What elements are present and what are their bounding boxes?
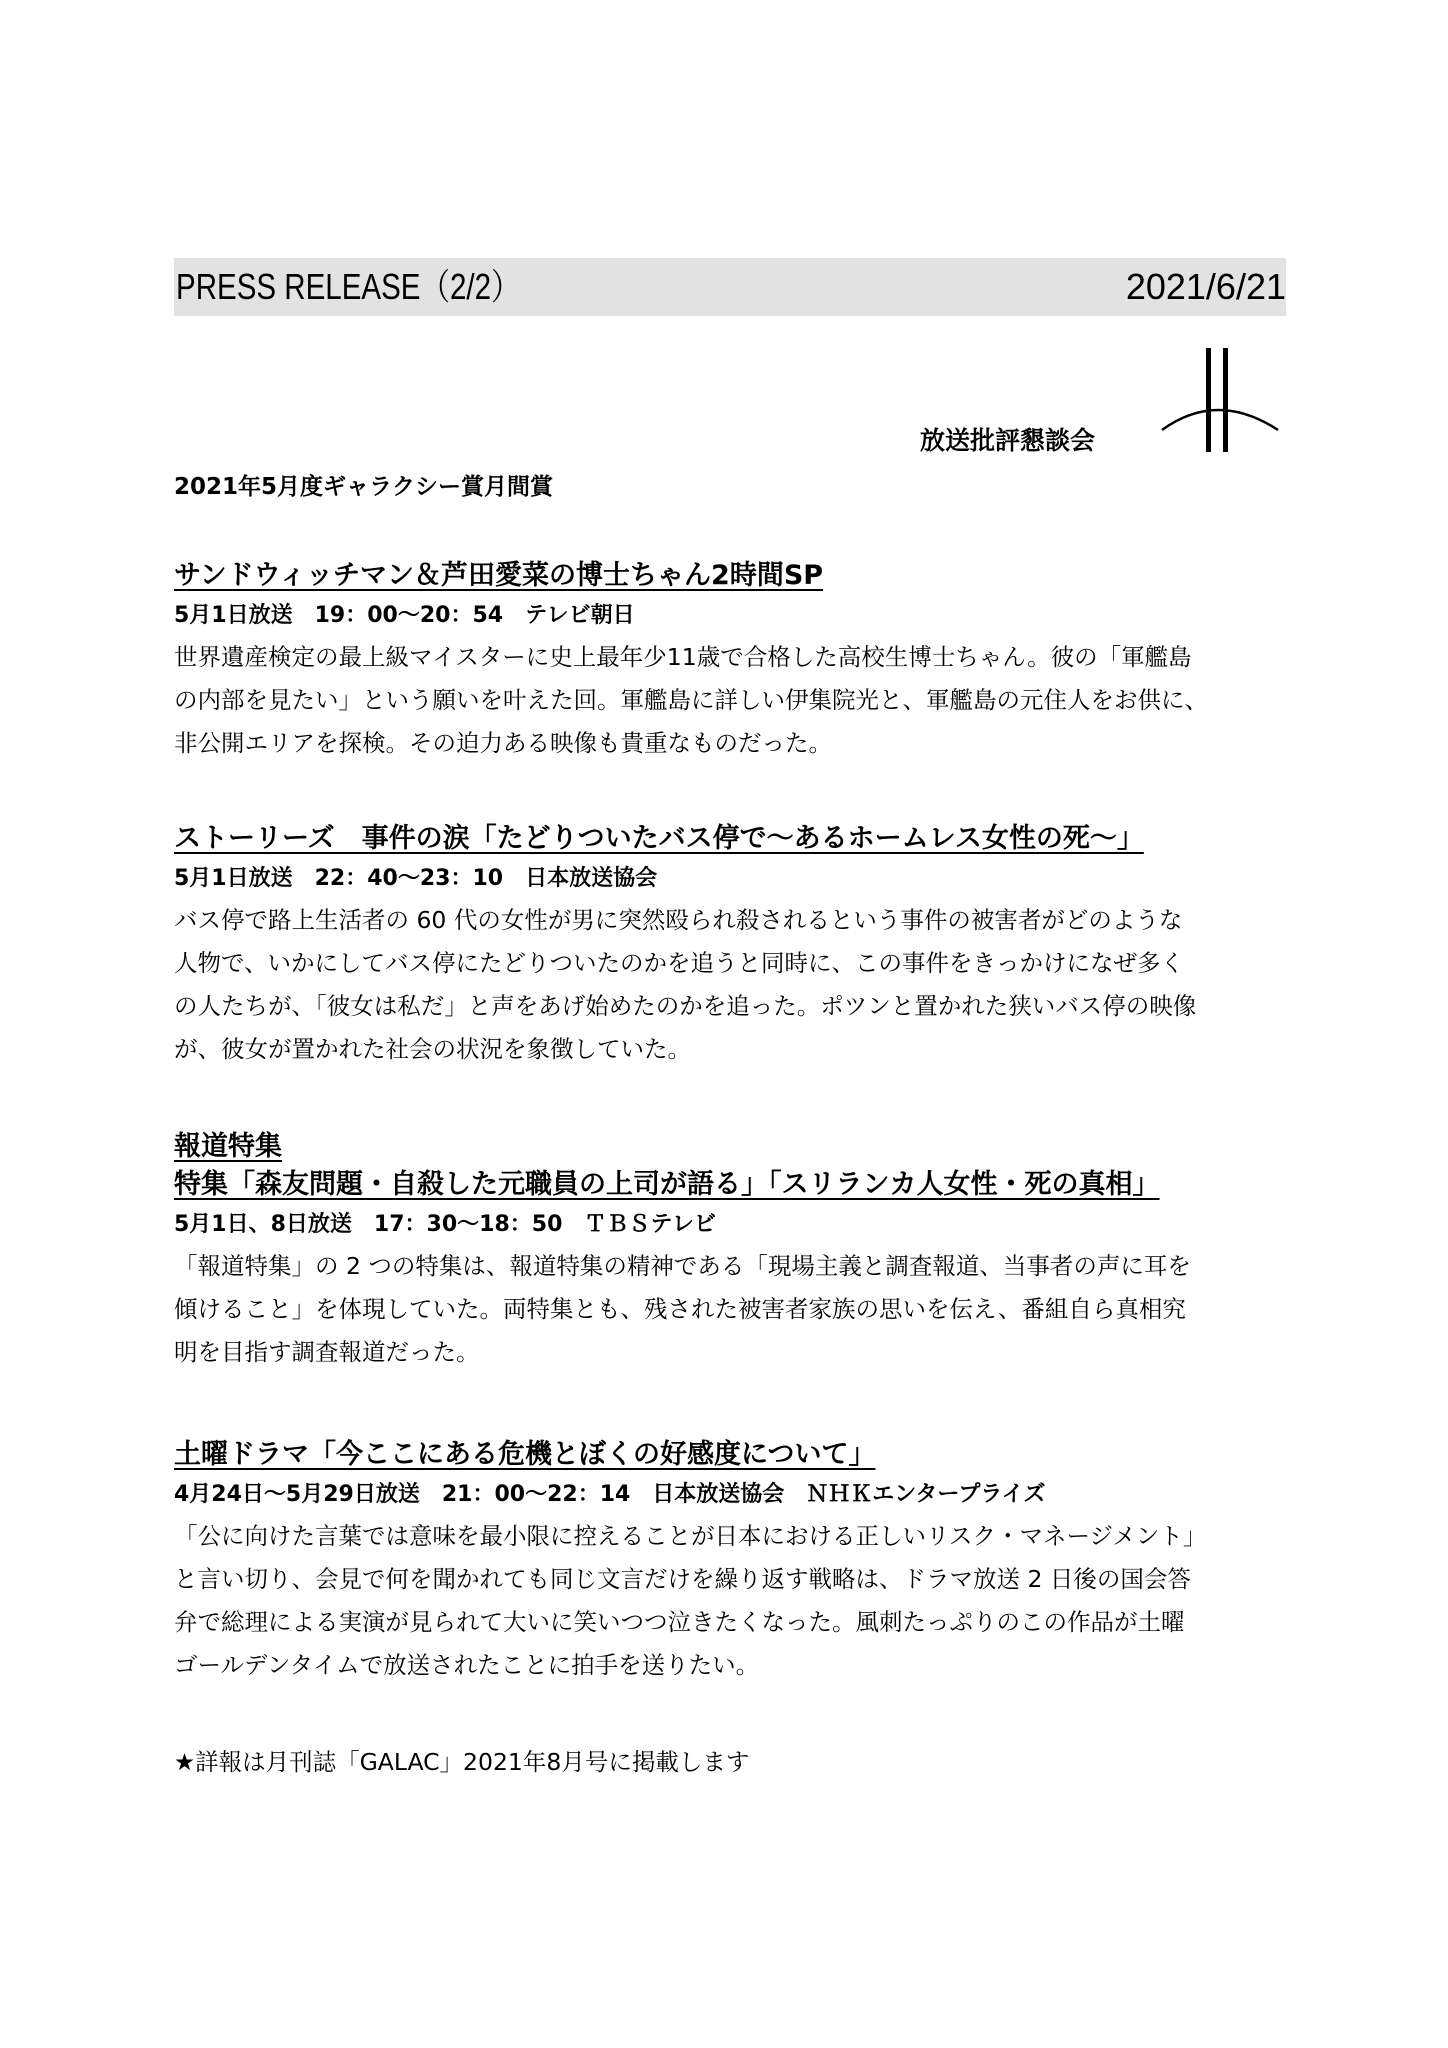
- description-line: 人物で、いかにしてバス停にたどりついたのかを追うと同時に、この事件をきっかけになぜ多く: [174, 949, 1185, 977]
- entry-title: ストーリーズ 事件の涙「たどりついたバス停で～あるホームレス女性の死～」: [174, 823, 1144, 854]
- award-heading: 2021年5月度ギャラクシー賞月間賞: [174, 474, 554, 500]
- header-title: PRESS RELEASE（2/2）: [176, 266, 521, 307]
- description-line: の人たちが、「彼女は私だ」と声をあげ始めたのかを追った。ポツンと置かれた狭いバス停の映像: [174, 992, 1197, 1020]
- entry-houdou-tokushu: [174, 1128, 1286, 1374]
- entry-title: サンドウィッチマン＆芦田愛菜の博士ちゃん2時間SP: [174, 560, 824, 591]
- entry-broadcast-info: 5月1日放送 19：00～20：54 テレビ朝日: [174, 603, 635, 628]
- entry-description: [174, 636, 1286, 765]
- entry-doyou-drama: [174, 1436, 1286, 1687]
- entry-broadcast-info: 4月24日～5月29日放送 21：00～22：14 日本放送協会 ＮＨＫエンタープライズ: [174, 1482, 1046, 1507]
- description-line: 「公に向けた言葉では意味を最小限に控えることが日本における正しいリスク・マネージメント」: [174, 1522, 1207, 1550]
- entry-broadcast-info: 5月1日、8日放送 17：30～18：50 ＴＢＳテレビ: [174, 1212, 716, 1237]
- entry-description: [174, 1515, 1286, 1687]
- entry-title: 特集「森友問題・自殺した元職員の上司が語る」「スリランカ人女性・死の真相」: [174, 1169, 1160, 1200]
- description-line: 傾けること」を体現していた。両特集とも、残された被害者家族の思いを伝え、番組自ら真相究: [174, 1295, 1186, 1323]
- description-line: と言い切り、会見で何を聞かれても同じ文言だけを繰り返す戦略は、ドラマ放送 2 日後の国会答: [174, 1565, 1191, 1593]
- entry-program-name: 報道特集: [174, 1131, 282, 1162]
- description-line: 「報道特集」の 2 つの特集は、報道特集の精神である「現場主義と調査報道、当事者の声に耳を: [174, 1252, 1191, 1280]
- entry-title: 土曜ドラマ「今ここにある危機とぼくの好感度について」: [174, 1439, 876, 1470]
- footer-note: ★詳報は月刊誌「GALAC」2021年8月号に掲載します: [174, 1748, 750, 1776]
- entry-description: [174, 899, 1286, 1071]
- entry-stories: [174, 820, 1286, 1071]
- description-line: 非公開エリアを探検。その迫力ある映像も貴重なものだった。: [174, 729, 832, 757]
- organization-name: 放送批評懇談会: [920, 426, 1096, 455]
- entry-hakase-chan: [174, 557, 1286, 765]
- description-line: 明を目指す調査報道だった。: [174, 1338, 480, 1366]
- entry-broadcast-info: 5月1日放送 22：40～23：10 日本放送協会: [174, 866, 658, 891]
- description-line: バス停で路上生活者の 60 代の女性が男に突然殴られ殺されるという事件の被害者がどのような: [174, 906, 1183, 934]
- galaxy-award-logo-icon: [1160, 348, 1280, 458]
- entry-description: [174, 1245, 1286, 1374]
- description-line: ゴールデンタイムで放送されたことに拍手を送りたい。: [174, 1651, 760, 1679]
- description-line: 弁で総理による実演が見られて大いに笑いつつ泣きたくなった。風刺たっぷりのこの作品が土曜: [174, 1608, 1185, 1636]
- description-line: が、彼女が置かれた社会の状況を象徴していた。: [174, 1035, 691, 1063]
- description-line: 世界遺産検定の最上級マイスターに史上最年少11歳で合格した高校生博士ちゃん。彼の「軍艦島: [174, 643, 1192, 671]
- header-date: 2021/6/21: [1125, 266, 1286, 307]
- description-line: の内部を見たい」という願いを叶えた回。軍艦島に詳しい伊集院光と、軍艦島の元住人をお供に、: [174, 686, 1208, 714]
